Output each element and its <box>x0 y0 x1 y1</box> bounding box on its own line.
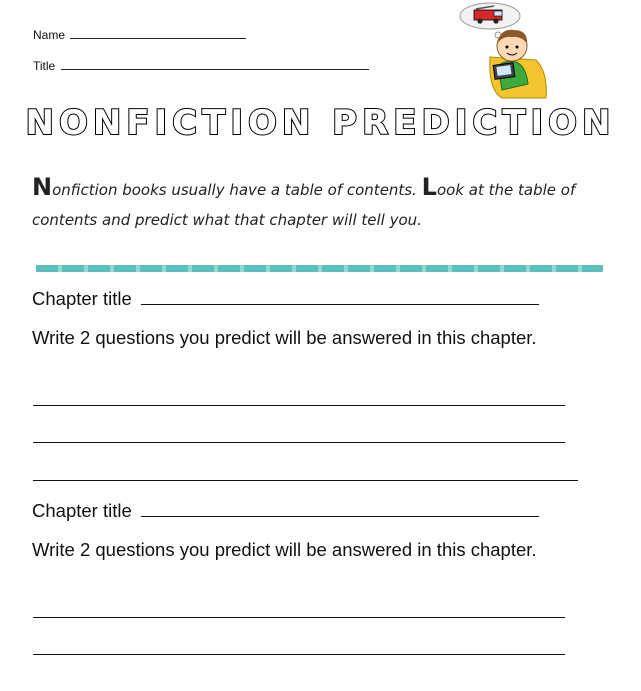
intro-part-2: ook at the table of contents and predict what that chapter will tell you. <box>32 181 576 229</box>
answer-line-1c[interactable] <box>33 480 578 481</box>
intro-part-1: onfiction books usually have a table of contents. <box>52 181 422 199</box>
worksheet-title: NONFICTION PREDICTION <box>25 103 616 143</box>
chapter-title-field-2[interactable] <box>32 497 539 524</box>
intro-initial-n: N <box>32 173 53 201</box>
title-label: Title <box>33 59 56 73</box>
title-field[interactable] <box>33 57 369 73</box>
chapter-title-underline-2[interactable] <box>141 498 539 517</box>
chapter-title-label-2: Chapter title <box>32 500 132 521</box>
question-prompt-2: Write 2 questions you predict will be answered in this chapter. <box>32 539 537 560</box>
title-underline[interactable] <box>61 57 369 70</box>
chapter-title-underline-1[interactable] <box>141 286 539 305</box>
answer-line-2b[interactable] <box>33 654 565 655</box>
intro-text <box>32 172 612 235</box>
question-prompt-1: Write 2 questions you predict will be answered in this chapter. <box>32 327 537 348</box>
answer-line-2a[interactable] <box>33 617 565 618</box>
name-label: Name <box>33 28 66 42</box>
name-underline[interactable] <box>70 26 246 39</box>
kid-reading-illustration <box>450 2 550 102</box>
decorative-divider <box>36 265 603 272</box>
chapter-title-field-1[interactable] <box>32 285 539 312</box>
intro-initial-l: L <box>421 173 437 201</box>
answer-line-1b[interactable] <box>33 442 565 443</box>
name-field[interactable] <box>33 26 246 42</box>
chapter-title-label-1: Chapter title <box>32 288 132 309</box>
answer-line-1a[interactable] <box>33 405 565 406</box>
